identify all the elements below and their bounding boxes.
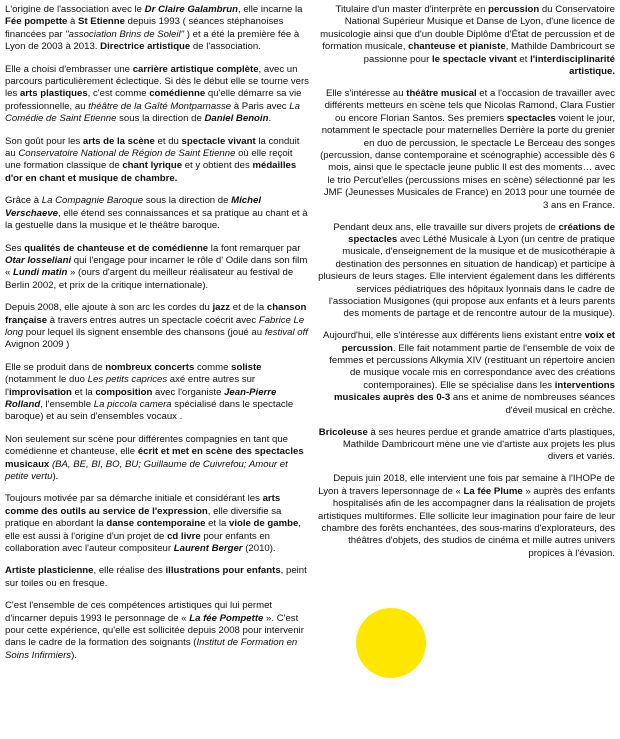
text-run: ». C'est pour cette expérience, qu'elle est sollicitée depuis 2008 pour intervenir dans le cadre de la formation des soignants (: [5, 612, 304, 649]
text-run: arts plastiques: [19, 88, 88, 100]
text-run: Elle se produit dans de: [5, 361, 106, 373]
text-run: .: [268, 113, 272, 125]
text-run: Daniel Benoin: [204, 113, 269, 125]
text-run: danse contemporaine: [106, 518, 206, 530]
text-run: Artiste plasticienne: [5, 565, 94, 577]
text-run: Otar Iosseliani: [5, 254, 72, 266]
text-run: qu'elle démarre sa vie professionnelle, au: [5, 88, 302, 112]
text-run: jazz: [212, 302, 231, 314]
bio-career-paragraph: [5, 64, 310, 126]
yellow-circle-decoration: [356, 608, 426, 678]
text-run: Elle s'intéresse au: [326, 87, 407, 99]
text-run: "association Brins de Soleil": [65, 28, 185, 40]
text-run: improvisation: [8, 386, 72, 398]
text-run: spécialisé dans le spectacle baroque) et au sein d'ensembles vocaux .: [5, 398, 294, 423]
text-run: Titulaire d'un master d'interprète en: [335, 4, 489, 15]
text-run: médailles d'or en chant et musique de chambre.: [5, 160, 297, 184]
text-run: le spectacle vivant: [431, 53, 517, 65]
bio-expression-paragraph: [5, 493, 310, 555]
text-run: » (ours d'argent du meilleur réalisateur au festival de Berlin 2002, et prix de la critique internationale).: [5, 267, 294, 291]
text-run: St Etienne: [78, 16, 125, 28]
text-run: pour lequel ils signent ensemble des chansons (joué au: [23, 326, 265, 338]
text-run: la font remarquer par: [208, 242, 301, 254]
text-run: , elle est aussi à l'origine d'un projet de: [5, 518, 301, 542]
text-run: , c'est comme: [87, 88, 150, 100]
text-run: écrit et met en scène des spectacles musicaux: [5, 446, 304, 470]
text-run: (2010).: [242, 543, 276, 555]
text-run: , Mathilde Dambricourt se passionne pour: [363, 41, 615, 65]
text-run: et y obtient des: [182, 160, 253, 172]
text-run: ).: [71, 649, 77, 661]
text-run: La fée Plume: [463, 485, 523, 497]
text-run: et a l'occasion de travailler avec différents metteurs en scène tels que Nicolas Ramond, Clara Fustier ou encore Florian Santos. Ses premiers: [324, 87, 615, 124]
text-run: où elle reçoit une formation classique de: [5, 148, 293, 172]
text-run: Les petits caprices: [87, 374, 168, 386]
text-run: pour enfants en collaboration avec l'auteur compositeur: [5, 530, 271, 555]
bio-film-paragraph: [5, 243, 310, 293]
text-run: , l'ensemble: [40, 398, 94, 410]
left-column: [5, 4, 310, 672]
text-run: avec l'organiste: [152, 386, 225, 398]
text-run: festival off: [264, 326, 308, 338]
text-run: théâtre musical: [406, 87, 477, 99]
text-run: à Paris avec: [231, 100, 290, 112]
text-run: Son goût pour les: [5, 135, 83, 147]
text-run: à travers entres autres un spectacle coécrit avec: [47, 314, 259, 326]
text-run: qui l'engage pour incarner le rôle d' Odile dans son film «: [5, 254, 308, 279]
text-run: percussion: [488, 4, 540, 15]
text-run: , elle étend ses connaissances et sa pratique au chant et à la gestuelle dans la musique et le théâtre baroque.: [5, 207, 308, 232]
text-run: , avec un parcours particulièrement éclectique. Si dès le début elle se tourne vers les: [5, 63, 309, 100]
text-run: La fée Pompette: [189, 612, 264, 624]
text-run: La piccola camera: [93, 398, 172, 410]
text-run: Ses: [5, 242, 25, 254]
bio-bricoleuse-paragraph: [318, 427, 615, 464]
text-run: arts de la scène: [82, 135, 155, 147]
right-column: [318, 4, 615, 570]
text-run: voient le jour, notamment le spectacle pour maternelles Derrière la porte du grenier en duo de percussion, le spectacle Le Berceau des songes (percussion, danse contemporaine et scénographie) accessible dès 6 mois, ainsi que le spectacle jeune public Il est des moments… avec le trio Percut'elles (percussions mises en scène) sélectionné par les JMF (Jeunesses Musicales de France) en 2013 pour une tournée de 3 ans en France.: [320, 112, 615, 211]
text-run: Toujours motivée par sa démarche initiale et considérant les: [5, 493, 263, 505]
text-run: Conservatoire National de Région de Saint Etienne: [18, 148, 236, 160]
text-run: depuis 1993 ( séances stéphanoises financées par: [5, 16, 284, 40]
bio-creations-paragraph: [318, 222, 615, 321]
text-run: et: [516, 53, 531, 65]
text-run: Institut de Formation en Soins Infirmiers: [5, 637, 298, 661]
text-run: . Elle fait notamment partie de l'ensemble de voix de femmes et percussions Alkymia XIV (restituant un répertoire ancien de musique vocale mis en correspondance avec des créations contemporaines). Elle se spécialise dans les: [329, 342, 615, 391]
text-run: Lundi matin: [13, 267, 68, 279]
text-run: Pendant deux ans, elle travaille sur divers projets de: [333, 221, 559, 233]
text-run: Depuis 2008, elle ajoute à son arc les cordes du: [5, 302, 213, 314]
text-run: Fabrice Le long: [5, 314, 305, 338]
text-run: l'interdisciplinarité artistique.: [530, 53, 615, 78]
text-run: Dr Claire Galambrun: [144, 4, 238, 15]
text-run: , elle réalise des: [93, 565, 166, 577]
text-run: à: [67, 16, 79, 28]
text-run: Laurent Berger: [173, 543, 243, 555]
text-run: et la: [71, 386, 96, 398]
bio-baroque-paragraph: [5, 195, 310, 232]
text-run: (notamment le duo: [5, 374, 88, 386]
text-run: voix et percussion: [341, 330, 615, 354]
text-run: arts comme des outils au service de l'expression: [5, 493, 281, 517]
text-run: cd livre: [167, 530, 201, 542]
text-run: comédienne: [149, 88, 206, 100]
text-run: » auprès des enfants hospitalisés afin de les accompagner dans la réalisation de projets artistiques multiformes. Elle sollicite leur imagination pour faire de leur chambre des forêts enchantées, des sous-marins d'explorateurs, des théâtres d'objets, des studios de cinéma et mille autres univers propices à l'évasion.: [318, 485, 616, 559]
text-run: soliste: [231, 361, 262, 373]
bio-stage-paragraph: [5, 434, 310, 484]
text-run: et du: [154, 135, 182, 147]
text-run: La Comédie de Saint Etienne: [5, 100, 300, 125]
text-run: et de la: [230, 302, 267, 314]
text-run: comme: [194, 361, 232, 373]
text-run: carrière artistique complète: [132, 63, 259, 75]
text-run: la conduit au: [5, 135, 300, 160]
text-run: avec Léthé Musicale à Lyon (un centre de pratique musicale, d'enseignement de la musique et de musicothérapie à destination des personnes en situation de handicap) et participe à plusieurs de leurs stages. Elle intervient également dans les différents services pédiatriques des hôpitaux lyonnais dans le cadre de l'association Musigones (qui propose aux enfants et à leurs parents des moments de partage et de rencontre autour de la musique).: [318, 233, 615, 320]
text-run: Aujourd'hui, elle s'intéresse aux différents liens existant entre: [322, 330, 585, 342]
text-run: créations de spectacles: [348, 221, 615, 245]
text-run: du Conservatoire National Supérieur Musique et Danse de Lyon, d'une licence de musicologie ainsi que d'un double Diplôme d'État de percussion et de formation musicale,: [320, 4, 615, 53]
text-run: ).: [52, 471, 59, 482]
text-run: Elle a choisi d'embrasser une: [5, 63, 133, 75]
text-run: (BA, BE, BI, BO, BU; Guillaume de Cuivrefou; Amour et petite vertu: [5, 458, 288, 482]
text-run: qualités de chanteuse et de comédienne: [24, 242, 209, 254]
text-run: sous la direction de: [116, 113, 205, 125]
text-run: à ses heures perdue et grande amatrice d'arts plastiques, Mathilde Dambricourt mène une vie d'artiste aux projets les plus divers et variés.: [342, 426, 615, 463]
bio-theatre-paragraph: [318, 88, 615, 212]
text-run: Avignon 2009 ): [5, 339, 70, 351]
text-run: chanson française: [5, 302, 307, 326]
text-run: de l'association.: [190, 41, 261, 53]
text-run: nombreux concerts: [105, 361, 195, 373]
text-run: L'origine de l'association avec le: [5, 4, 145, 15]
text-run: La Compagnie Baroque: [41, 195, 144, 207]
bio-fee-pompette-paragraph: [5, 600, 310, 662]
text-run: spectacle vivant: [181, 135, 256, 147]
bio-jazz-paragraph: [5, 302, 310, 352]
text-run: Grâce à: [5, 195, 42, 207]
text-run: Bricoleuse: [318, 426, 368, 438]
bio-fee-plume-paragraph: [318, 473, 615, 560]
text-run: Fée pompette: [5, 16, 68, 28]
bio-plasticienne-paragraph: [5, 565, 310, 590]
text-run: et la: [205, 518, 229, 530]
text-run: ) et a été la première fée à Lyon de 2003 à 2013.: [5, 28, 300, 53]
text-run: viole de gambe: [228, 518, 299, 530]
text-run: Depuis juin 2018, elle intervient une fois par semaine à l'IHOPe de Lyon à travers lepersonnage de «: [318, 473, 615, 497]
text-run: Directrice artistique: [100, 41, 191, 53]
text-run: axé entre autres sur l': [5, 374, 256, 398]
text-run: ans et anime de nombreuses séances d'éveil musical en crèche.: [450, 392, 615, 416]
text-run: C'est l'ensemble de ces compétences artistiques qui lui permet d'incarner depuis 1993 le personnage de «: [5, 600, 273, 624]
text-run: interventions musicales auprès des 0-3: [333, 379, 615, 404]
text-run: sous la direction de: [143, 195, 232, 207]
text-run: Non seulement sur scène pour différentes compagnies en tant que comédienne et chanteuse, elle: [5, 433, 289, 458]
text-run: , elle incarne la: [237, 4, 303, 15]
text-run: , elle diversifie sa pratique en abordant la: [5, 505, 282, 530]
text-run: théâtre de la Gaîté Montparnasse: [88, 100, 232, 112]
bio-voix-paragraph: [318, 330, 615, 417]
text-run: chanteuse et pianiste: [408, 41, 506, 53]
bio-conservatoire-paragraph: [5, 136, 310, 186]
text-run: spectacles: [506, 112, 556, 124]
text-run: Jean-Pierre Rolland: [5, 386, 277, 410]
text-run: illustrations pour enfants: [165, 565, 281, 577]
text-run: Michel Verschaeve: [5, 195, 261, 219]
text-run: , peint sur toiles ou en fresque.: [5, 565, 307, 589]
text-run: composition: [95, 386, 153, 398]
bio-percussion-paragraph: [318, 4, 615, 78]
bio-origin-paragraph: [5, 4, 310, 54]
bio-concerts-paragraph: [5, 362, 310, 424]
text-run: chant lyrique: [122, 160, 183, 172]
